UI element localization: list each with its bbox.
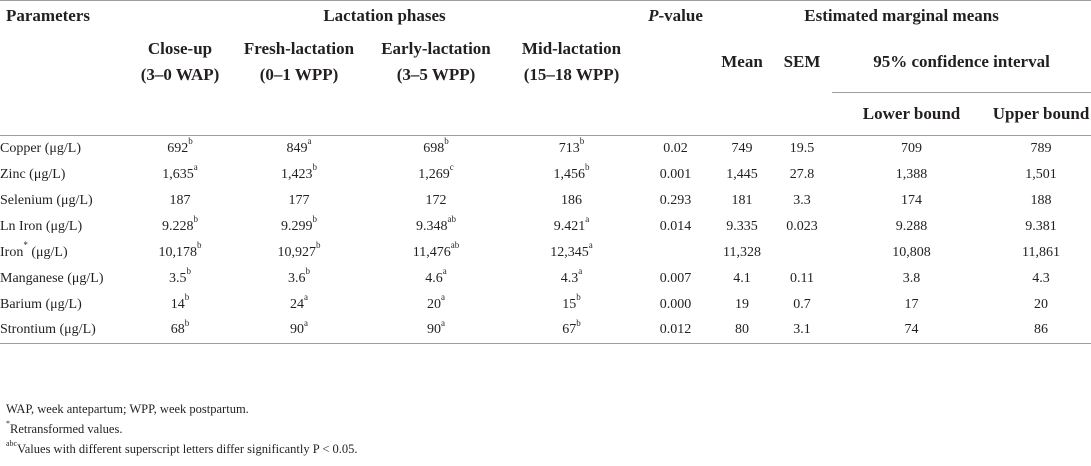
parameter-label: Zinc (μg/L) xyxy=(0,166,66,182)
cell-phase-value xyxy=(504,188,639,214)
phase-name: Close-up xyxy=(147,39,213,58)
significance-letter: a xyxy=(304,317,308,328)
phase-value: 11,476 xyxy=(412,244,451,260)
cell-phase-value xyxy=(504,318,639,344)
cell-parameter xyxy=(0,162,130,188)
cell-phase-value xyxy=(230,266,368,292)
table-row xyxy=(0,162,1091,188)
significance-letter: b xyxy=(305,265,310,276)
table-row xyxy=(0,266,1091,292)
cell-p: 0.02 xyxy=(663,140,688,156)
header-phase-mid xyxy=(504,32,639,93)
footnote-marker: * xyxy=(6,418,10,428)
cell-phase-value xyxy=(368,214,504,240)
phase-value: 14 xyxy=(170,296,185,312)
cell-phase-value xyxy=(368,318,504,344)
cell-phase-value xyxy=(130,318,230,344)
cell-phase-value xyxy=(230,162,368,188)
cell-mean: 749 xyxy=(731,140,753,156)
significance-letter: b xyxy=(444,136,449,147)
cell-upper: 20 xyxy=(1034,296,1049,312)
parameter-label: Strontium (μg/L) xyxy=(0,322,96,338)
header-phase-early xyxy=(368,32,504,93)
footnote-marker: abc xyxy=(6,438,18,448)
significance-letter: b xyxy=(193,213,198,224)
parameter-footnote-marker: * xyxy=(23,239,28,250)
cell-phase-value xyxy=(230,240,368,266)
phase-value: 90 xyxy=(290,322,304,338)
footnote-retransformed xyxy=(6,419,358,439)
cell-phase-value xyxy=(368,188,504,214)
table-row xyxy=(0,214,1091,240)
significance-letter: b xyxy=(312,161,317,172)
header-parameters: Parameters xyxy=(0,1,130,32)
table-row xyxy=(0,188,1091,214)
header-blank-3 xyxy=(0,93,832,136)
cell-mean: 80 xyxy=(712,318,772,344)
phase-value: 1,423 xyxy=(281,166,313,182)
cell-upper: 4.3 xyxy=(1032,270,1050,286)
cell-lower: 1,388 xyxy=(895,166,928,182)
significance-letter: b xyxy=(316,239,321,250)
cell-parameter xyxy=(0,136,130,162)
cell-phase-value xyxy=(504,162,639,188)
cell-phase-value xyxy=(504,292,639,318)
header-estimated-marginal-means: Estimated marginal means xyxy=(712,1,1091,32)
cell-mean: 9.335 xyxy=(726,218,758,234)
significance-letter: b xyxy=(197,239,202,250)
header-blank-1 xyxy=(0,32,130,93)
cell-phase-value xyxy=(368,240,504,266)
significance-letter: a xyxy=(307,136,312,147)
header-sem: SEM xyxy=(783,52,821,71)
significance-letter: a xyxy=(441,291,445,302)
phase-value: 172 xyxy=(425,192,447,208)
cell-p: 0.293 xyxy=(659,192,692,208)
cell-parameter xyxy=(0,318,130,344)
phase-period: (15–18 WPP) xyxy=(523,65,620,84)
phase-value: 3.5 xyxy=(169,270,187,286)
cell-lower: 74 xyxy=(832,318,991,344)
significance-letter: b xyxy=(576,291,581,302)
phase-value: 9.299 xyxy=(281,218,313,234)
significance-letter: a xyxy=(585,213,590,224)
parameter-label: Manganese (μg/L) xyxy=(0,270,104,286)
phase-value: 9.421 xyxy=(553,218,586,234)
significance-letter: a xyxy=(193,161,198,172)
phase-value: 90 xyxy=(427,322,441,338)
cell-sem: 19.5 xyxy=(789,140,815,156)
cell-lower: 10,808 xyxy=(892,244,931,260)
table-row xyxy=(0,292,1091,318)
phase-value: 698 xyxy=(423,140,445,156)
significance-letter: b xyxy=(188,136,193,147)
phase-value: 9.348 xyxy=(416,218,448,234)
cell-phase-value xyxy=(230,292,368,318)
cell-parameter xyxy=(0,240,130,266)
phase-period: (0–1 WPP) xyxy=(259,65,339,84)
cell-phase-value xyxy=(130,292,230,318)
parameter-label: Ln Iron (μg/L) xyxy=(0,218,83,234)
cell-phase-value xyxy=(130,214,230,240)
cell-phase-value xyxy=(368,266,504,292)
cell-lower: 17 xyxy=(904,296,919,312)
significance-letter: a xyxy=(441,317,445,328)
phase-name: Mid-lactation xyxy=(521,39,622,58)
cell-p: 0.012 xyxy=(639,318,712,344)
cell-sem: 3.3 xyxy=(793,192,811,208)
cell-mean: 19 xyxy=(735,296,750,312)
cell-phase-value xyxy=(130,188,230,214)
phase-value: 186 xyxy=(561,192,582,208)
cell-p xyxy=(639,240,712,266)
phase-value: 4.6 xyxy=(425,270,443,286)
header-ci: 95% confidence interval xyxy=(873,51,1050,71)
cell-upper: 86 xyxy=(991,318,1091,344)
cell-lower: 174 xyxy=(901,192,923,208)
cell-parameter xyxy=(0,188,130,214)
table-footnotes xyxy=(6,399,358,459)
header-lower-bound: Lower bound xyxy=(832,93,991,136)
cell-phase-value xyxy=(130,266,230,292)
phase-name: Fresh-lactation xyxy=(243,39,355,58)
parameter-label: Iron xyxy=(0,244,24,260)
parameter-label: Barium (μg/L) xyxy=(0,296,82,312)
header-lactation-phases: Lactation phases xyxy=(130,1,639,32)
cell-phase-value xyxy=(130,162,230,188)
cell-sem: 0.11 xyxy=(790,270,814,286)
header-mean: Mean xyxy=(721,52,763,71)
cell-phase-value xyxy=(230,318,368,344)
table-body xyxy=(0,136,1091,344)
phase-value: 67 xyxy=(562,322,577,338)
phase-name: Early-lactation xyxy=(381,39,491,58)
cell-sem: 0.7 xyxy=(793,296,811,312)
phase-value: 713 xyxy=(558,140,580,156)
phase-value: 1,269 xyxy=(418,166,450,182)
header-p-value xyxy=(639,1,712,32)
parameter-label: Copper (μg/L) xyxy=(0,140,81,156)
phase-value: 20 xyxy=(427,296,441,312)
table-row xyxy=(0,136,1091,162)
header-p-value-rest: -value xyxy=(658,6,703,26)
significance-letter: b xyxy=(585,161,590,172)
cell-parameter xyxy=(0,266,130,292)
cell-mean: 11,328 xyxy=(723,244,761,260)
phase-value: 24 xyxy=(290,296,304,312)
cell-upper: 9.381 xyxy=(1025,218,1057,234)
table-row xyxy=(0,240,1091,266)
footnote-abbreviations: WAP, week antepartum; WPP, week postpartum. xyxy=(6,402,249,416)
cell-sem xyxy=(772,240,832,266)
significance-letter: a xyxy=(578,265,583,276)
phase-value: 187 xyxy=(169,192,191,208)
header-phase-close-up xyxy=(130,32,230,93)
cell-phase-value xyxy=(504,240,639,266)
cell-sem: 3.1 xyxy=(772,318,832,344)
significance-letter: b xyxy=(579,136,585,147)
phase-period: (3–0 WAP) xyxy=(140,65,220,84)
cell-upper: 789 xyxy=(1030,140,1052,156)
significance-letter: b xyxy=(184,317,190,328)
phase-value: 177 xyxy=(288,192,310,208)
cell-upper: 11,861 xyxy=(1022,244,1061,260)
cell-phase-value xyxy=(368,162,504,188)
cell-mean: 4.1 xyxy=(733,270,751,286)
cell-phase-value xyxy=(230,214,368,240)
significance-letter: b xyxy=(184,291,190,302)
phase-value: 15 xyxy=(562,296,577,312)
phase-value: 10,927 xyxy=(277,244,316,260)
parameter-unit: (μg/L) xyxy=(27,244,68,260)
significance-letter: c xyxy=(449,161,454,172)
significance-letter: b xyxy=(576,317,581,328)
cell-phase-value xyxy=(504,214,639,240)
cell-upper: 1,501 xyxy=(1025,166,1057,182)
footnote-superscript xyxy=(6,439,358,459)
cell-mean: 181 xyxy=(731,192,753,208)
cell-phase-value xyxy=(504,136,639,162)
cell-p: 0.000 xyxy=(659,296,692,312)
significance-letter: a xyxy=(588,239,593,250)
cell-lower: 709 xyxy=(901,140,923,156)
phase-value: 849 xyxy=(286,140,308,156)
phase-period: (3–5 WPP) xyxy=(396,65,476,84)
significance-letter: b xyxy=(186,265,191,276)
cell-parameter xyxy=(0,214,130,240)
cell-p: 0.007 xyxy=(659,270,692,286)
cell-mean: 1,445 xyxy=(726,166,758,182)
cell-p: 0.014 xyxy=(659,218,692,234)
cell-phase-value xyxy=(130,240,230,266)
cell-phase-value xyxy=(230,188,368,214)
phase-value: 1,635 xyxy=(162,166,194,182)
cell-phase-value xyxy=(130,136,230,162)
cell-sem: 27.8 xyxy=(789,166,815,182)
significance-letter: b xyxy=(312,213,317,224)
header-upper-bound: Upper bound xyxy=(991,93,1091,136)
cell-phase-value xyxy=(504,266,639,292)
cell-upper: 188 xyxy=(1030,192,1052,208)
significance-letter: a xyxy=(442,265,447,276)
header-blank-2 xyxy=(639,32,712,93)
cell-lower: 3.8 xyxy=(902,270,921,286)
phase-value: 10,178 xyxy=(158,244,197,260)
phase-value: 9.228 xyxy=(162,218,194,234)
cell-phase-value xyxy=(368,136,504,162)
significance-letter: ab xyxy=(450,239,460,250)
footnote-text: Values with different superscript letters differ significantly P < 0.05. xyxy=(17,442,358,456)
phase-value: 1,456 xyxy=(553,166,585,182)
phase-value: 12,345 xyxy=(550,244,589,260)
significance-letter: ab xyxy=(447,213,456,224)
phase-value: 68 xyxy=(170,322,185,338)
cell-p: 0.001 xyxy=(659,166,692,182)
phase-value: 4.3 xyxy=(560,270,579,286)
phase-value: 3.6 xyxy=(288,270,306,286)
phase-value: 692 xyxy=(167,140,189,156)
parameter-label: Selenium (μg/L) xyxy=(0,192,93,208)
significance-letter: a xyxy=(304,291,308,302)
cell-phase-value xyxy=(230,136,368,162)
table-row xyxy=(0,318,1091,344)
footnote-text: Retransformed values. xyxy=(10,422,123,436)
cell-parameter xyxy=(0,292,130,318)
cell-phase-value xyxy=(368,292,504,318)
cell-sem: 0.023 xyxy=(786,218,818,234)
cell-lower: 9.288 xyxy=(895,218,928,234)
header-phase-fresh xyxy=(230,32,368,93)
header-p-value-letter: P xyxy=(648,6,659,26)
